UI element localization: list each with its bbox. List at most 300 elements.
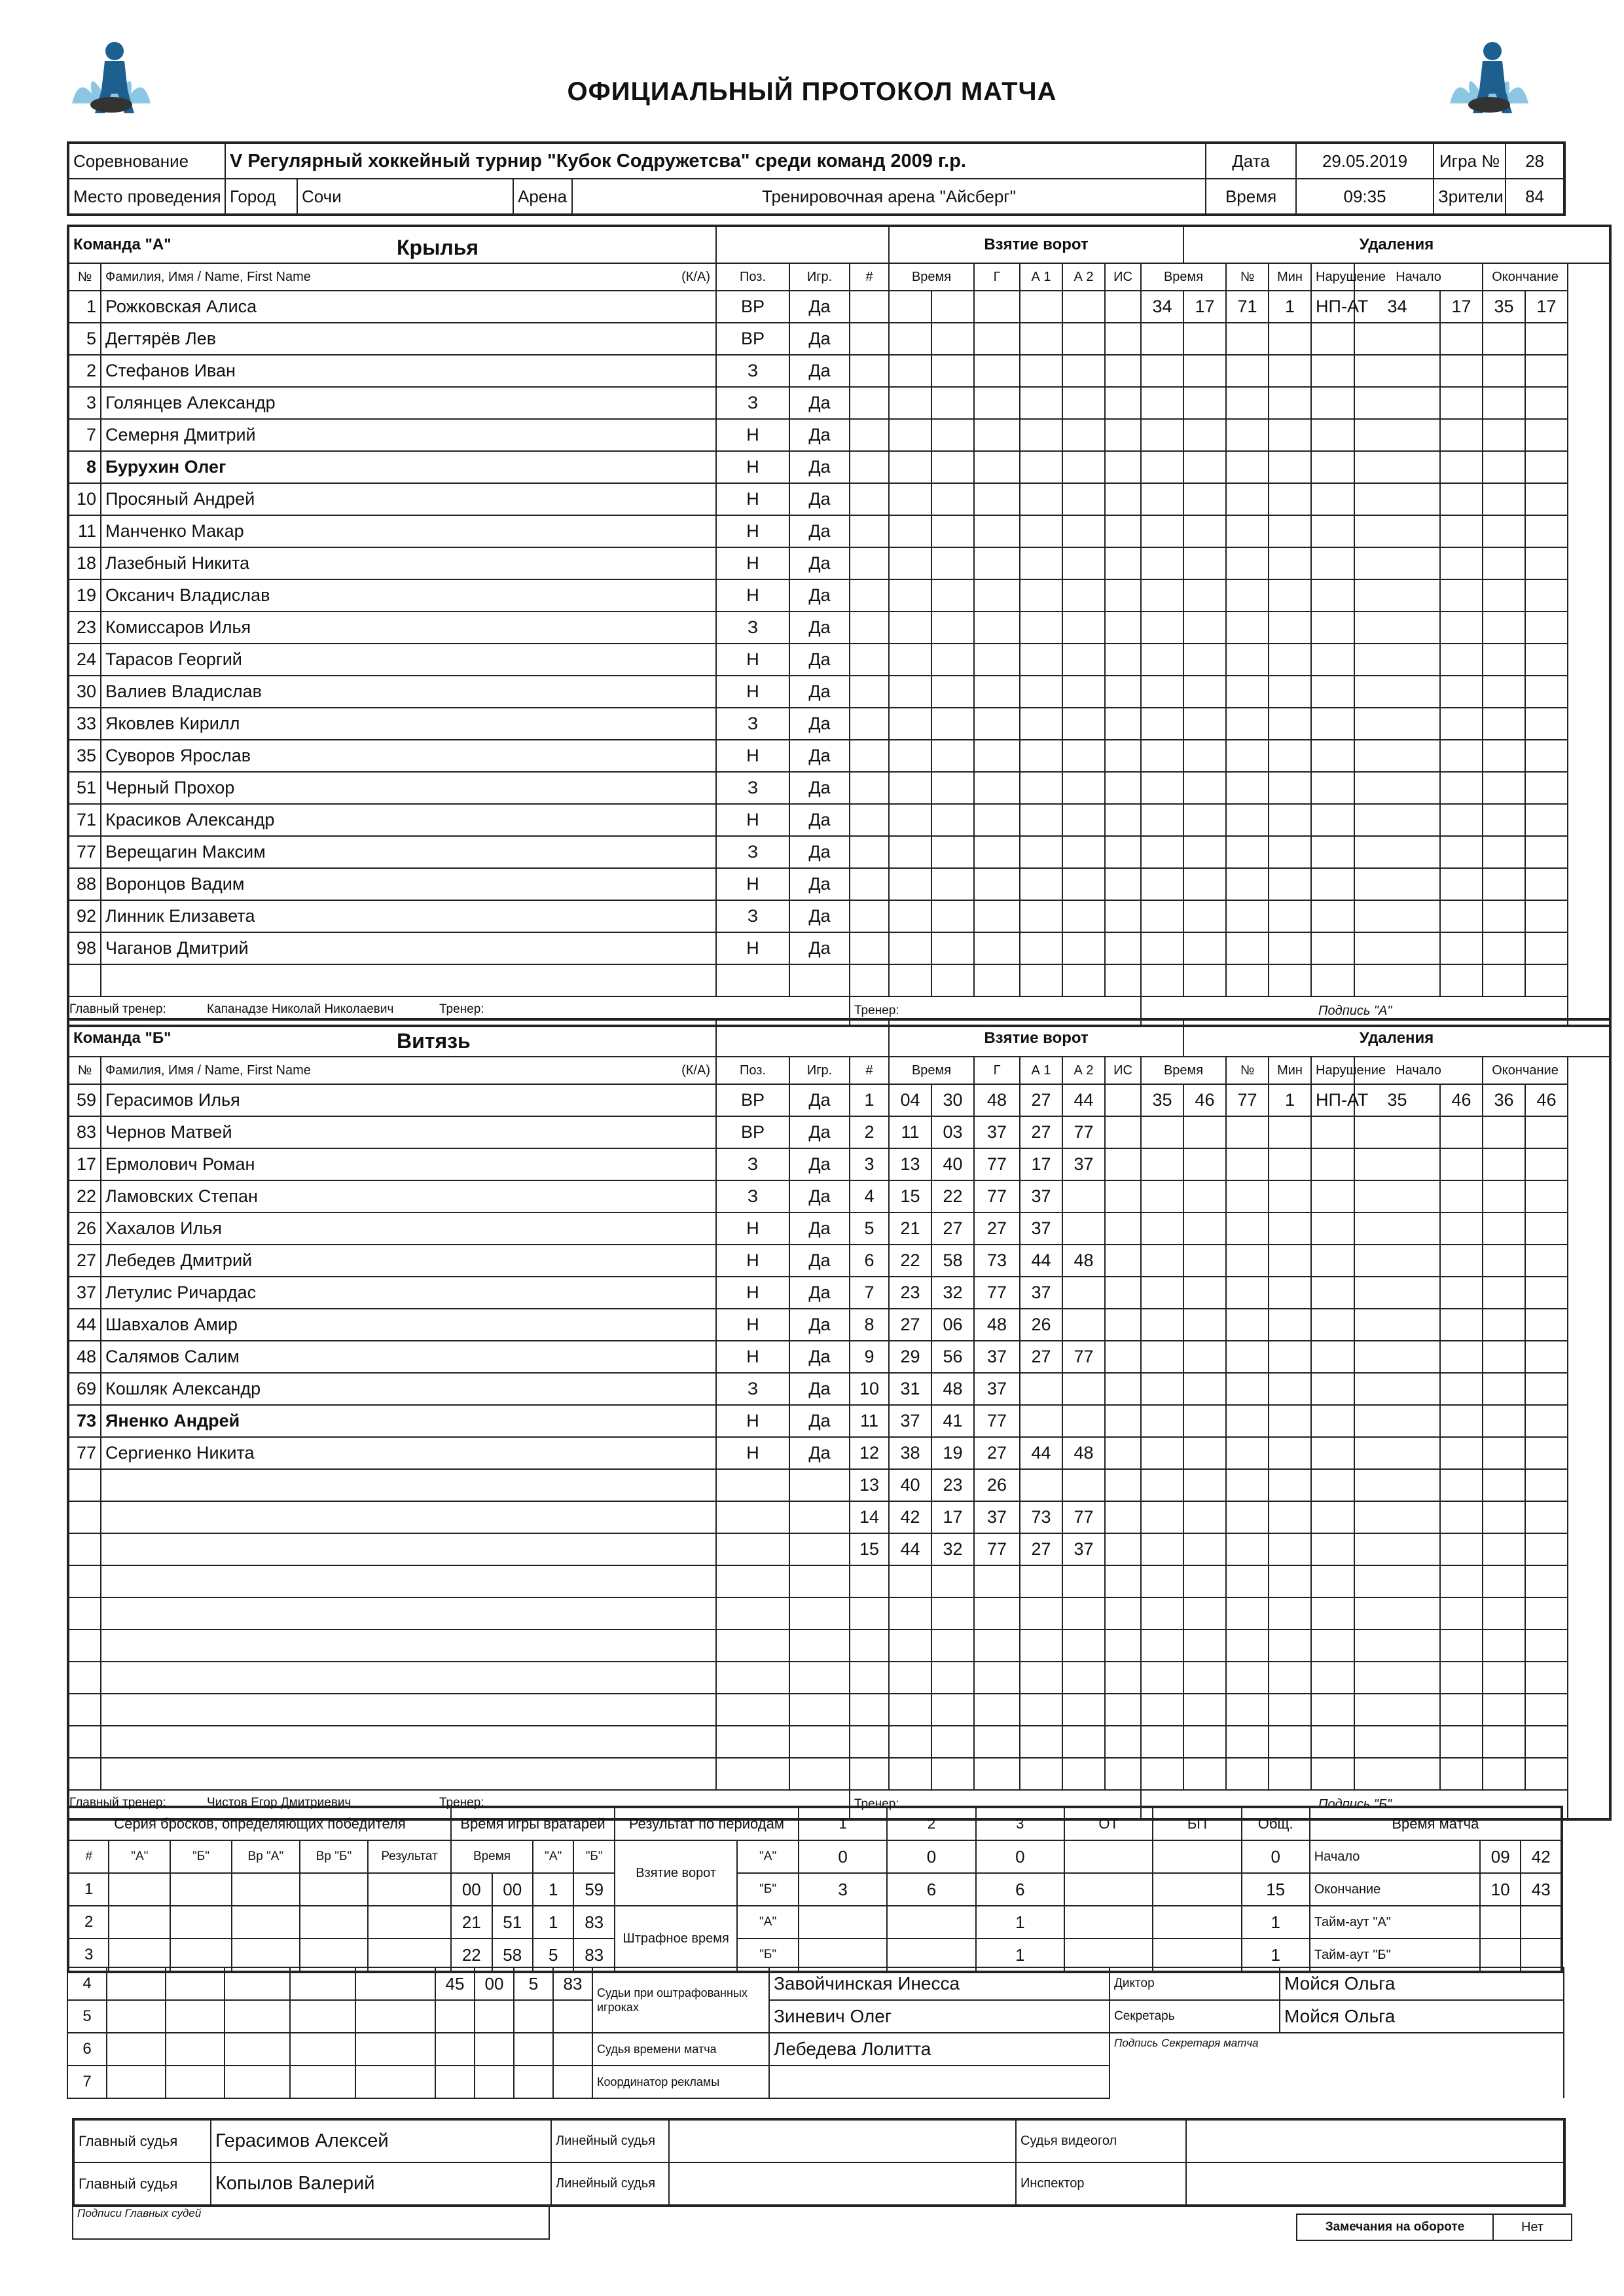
player-number: 26 (68, 1212, 101, 1245)
referee-label: Главный судья (73, 2119, 211, 2162)
goal-scorer: 77 (974, 1533, 1020, 1565)
penalty-end-sec (1525, 355, 1568, 387)
penalty-end-sec (1525, 772, 1568, 804)
goal-assist-2 (1062, 1373, 1105, 1405)
goal-number (850, 868, 889, 900)
player-row (68, 1341, 1610, 1373)
penalty-min (1269, 1212, 1311, 1245)
goal-assist-1 (1020, 323, 1062, 355)
goal-second (931, 740, 974, 772)
shootout-cell (166, 2000, 225, 2033)
goal-is (1105, 932, 1141, 964)
col-assist-2: А 2 (1062, 263, 1105, 291)
penalty-violation (1311, 1437, 1354, 1469)
penalty-end-min (1483, 1726, 1525, 1758)
goal-minute (889, 932, 931, 964)
end-label: Окончание (1310, 1873, 1480, 1906)
player-pos (716, 1533, 789, 1565)
penalty-player (1226, 740, 1269, 772)
blank-cell (716, 226, 889, 263)
goal-second (931, 836, 974, 868)
arena-label: Арена (513, 179, 572, 215)
penalty-start-sec (1440, 355, 1483, 387)
penalty-min (1269, 355, 1311, 387)
penalty-violation (1311, 1662, 1354, 1694)
head-coach-label: Главный тренер: (69, 1002, 166, 1016)
player-played: Да (789, 1309, 850, 1341)
goal-number (850, 515, 889, 547)
penalty-violation (1311, 1501, 1354, 1533)
goal-assist-2 (1062, 708, 1105, 740)
shootout-row-no: 6 (67, 2033, 107, 2066)
penalty-violation (1311, 964, 1354, 996)
goal-second (931, 900, 974, 932)
arena-value: Тренировочная арена "Айсберг" (572, 179, 1206, 215)
shootout-col-header: # (68, 1840, 109, 1873)
penalty-second (1183, 419, 1226, 451)
penalty-minute (1141, 451, 1183, 483)
penalty-start-min (1354, 644, 1440, 676)
penalty-end-sec (1525, 1501, 1568, 1533)
shootout-cell (107, 2000, 166, 2033)
shootout-cell (225, 2066, 290, 2098)
goal-second: 19 (931, 1437, 974, 1469)
penalty-start-sec (1440, 644, 1483, 676)
goal-minute: 22 (889, 1245, 931, 1277)
goal-is (1105, 1469, 1141, 1501)
penalty-min (1269, 1597, 1311, 1630)
goal-scorer (974, 740, 1020, 772)
goal-minute (889, 451, 931, 483)
penalty-end-sec (1525, 1469, 1568, 1501)
penalty-start-min (1354, 1630, 1440, 1662)
penalty-minute (1141, 547, 1183, 579)
player-name: Яковлев Кирилл (101, 708, 716, 740)
player-pos (716, 1597, 789, 1630)
player-pos: З (716, 900, 789, 932)
penalty-second (1183, 644, 1226, 676)
penalty-second (1183, 1341, 1226, 1373)
penalty-player (1226, 868, 1269, 900)
goal-minute (889, 676, 931, 708)
penalty-player (1226, 1309, 1269, 1341)
penalty-min (1269, 1662, 1311, 1694)
penalty-start-min (1354, 323, 1440, 355)
player-pos: Н (716, 483, 789, 515)
penalty-start-min (1354, 836, 1440, 868)
goal-number (850, 772, 889, 804)
referee-1: Герасимов Алексей (211, 2119, 551, 2162)
goal-minute (889, 1662, 931, 1694)
goal-second (931, 483, 974, 515)
player-row (68, 1533, 1610, 1565)
player-number: 59 (68, 1084, 101, 1116)
goal-assist-1 (1020, 1373, 1062, 1405)
penalty-start-sec (1440, 1437, 1483, 1469)
player-number: 77 (68, 836, 101, 868)
penalty-start-min (1354, 483, 1440, 515)
penalty-minute (1141, 1212, 1183, 1245)
penalty-start-sec (1440, 1565, 1483, 1597)
goal-assist-2 (1062, 611, 1105, 644)
player-number: 44 (68, 1309, 101, 1341)
player-row (68, 1758, 1610, 1790)
goal-second: 48 (931, 1373, 974, 1405)
penalty-end-min (1483, 1116, 1525, 1148)
start-hour: 09 (1480, 1840, 1521, 1873)
penalty-start-sec (1440, 1726, 1483, 1758)
spectators-value: 84 (1506, 179, 1564, 215)
penalty-min (1269, 483, 1311, 515)
team-label (68, 226, 716, 263)
shootout-cell (300, 1873, 368, 1906)
penalty-start-min (1354, 579, 1440, 611)
penalty-start-sec (1440, 1148, 1483, 1180)
goal-minute: 13 (889, 1148, 931, 1180)
goal-minute (889, 1758, 931, 1790)
goal-minute (889, 772, 931, 804)
penalty-start-sec (1440, 1597, 1483, 1630)
penalty-min (1269, 964, 1311, 996)
player-name (101, 1758, 716, 1790)
goal-number (850, 900, 889, 932)
penalty-end-min (1483, 1405, 1525, 1437)
penalty-violation (1311, 708, 1354, 740)
penalty-end-sec (1525, 1277, 1568, 1309)
penalty-end-sec (1525, 644, 1568, 676)
player-played: Да (789, 1084, 850, 1116)
player-name: Сергиенко Никита (101, 1437, 716, 1469)
goal-minute (889, 644, 931, 676)
penalty-end-sec (1525, 1373, 1568, 1405)
goal-second (931, 1597, 974, 1630)
goal-number: 2 (850, 1116, 889, 1148)
penalty-second (1183, 451, 1226, 483)
player-played (789, 964, 850, 996)
goal-second: 41 (931, 1405, 974, 1437)
penalty-player (1226, 900, 1269, 932)
penalty-player (1226, 579, 1269, 611)
player-number (68, 1630, 101, 1662)
penalty-start-sec (1440, 1758, 1483, 1790)
penalty-end-min (1483, 387, 1525, 419)
goal-assist-1 (1020, 1469, 1062, 1501)
goal-second: 32 (931, 1277, 974, 1309)
player-row (68, 291, 1610, 323)
goal-assist-2 (1062, 644, 1105, 676)
shootout-row-no: 2 (68, 1906, 109, 1939)
goalie-minute: 45 (435, 1967, 475, 2000)
player-pos: Н (716, 1405, 789, 1437)
pim-a-period: 1 (976, 1906, 1064, 1939)
penalty-start-sec (1440, 900, 1483, 932)
penalty-start-sec (1440, 1116, 1483, 1148)
player-row (68, 323, 1610, 355)
penalty-end-min (1483, 836, 1525, 868)
penalty-end-sec (1525, 708, 1568, 740)
goal-scorer: 48 (974, 1309, 1020, 1341)
player-number: 7 (68, 419, 101, 451)
penalty-end-min (1483, 1373, 1525, 1405)
shootout-row-no: 1 (68, 1873, 109, 1906)
pim-b-period: 1 (1242, 1939, 1310, 1972)
penalty-start-min (1354, 451, 1440, 483)
player-number: 23 (68, 611, 101, 644)
penalty-player (1226, 1148, 1269, 1180)
penalty-end-sec (1525, 323, 1568, 355)
goals-b-period: 15 (1242, 1873, 1310, 1906)
shootout-cell (107, 2033, 166, 2066)
player-number: 27 (68, 1245, 101, 1277)
goal-second (931, 1565, 974, 1597)
penalty-start-sec (1440, 1501, 1483, 1533)
penalty-start-min (1354, 355, 1440, 387)
penalty-second (1183, 1469, 1226, 1501)
goal-assist-2 (1062, 355, 1105, 387)
penalty-start-min (1354, 1277, 1440, 1309)
penalty-second (1183, 547, 1226, 579)
goal-number (850, 932, 889, 964)
goal-number (850, 740, 889, 772)
goalie-a: 5 (514, 1967, 553, 2000)
penalty-minute (1141, 932, 1183, 964)
goal-assist-1 (1020, 1758, 1062, 1790)
penalty-player (1226, 1405, 1269, 1437)
goal-assist-1 (1020, 1565, 1062, 1597)
goal-minute (889, 868, 931, 900)
penalty-end-min (1483, 1533, 1525, 1565)
goal-assist-2 (1062, 451, 1105, 483)
goal-assist-1 (1020, 1662, 1062, 1694)
pim-row-label: Штрафное время (615, 1906, 737, 1972)
goal-second (931, 515, 974, 547)
penalty-minute (1141, 1341, 1183, 1373)
player-row (68, 419, 1610, 451)
penalty-player (1226, 1726, 1269, 1758)
goal-assist-2 (1062, 1694, 1105, 1726)
player-played: Да (789, 772, 850, 804)
team-sign-label: Подпись "Б" (1141, 1790, 1568, 1819)
goal-scorer: 77 (974, 1277, 1020, 1309)
penalty-start-sec (1440, 611, 1483, 644)
goal-assist-2 (1062, 387, 1105, 419)
penalty-second: 17 (1183, 291, 1226, 323)
player-played: Да (789, 483, 850, 515)
penalty-minute (1141, 676, 1183, 708)
period-ot-header: ОТ (1064, 1807, 1153, 1840)
penalty-player (1226, 644, 1269, 676)
coach-label: Тренер: (439, 1796, 484, 1810)
penalty-minute (1141, 708, 1183, 740)
shootout-col-header: Результат (368, 1840, 451, 1873)
goal-assist-2 (1062, 1180, 1105, 1212)
goals-a-period: 0 (799, 1840, 887, 1873)
goalie-minute: 00 (451, 1873, 492, 1906)
penalty-min (1269, 1501, 1311, 1533)
penalty-end-sec (1525, 419, 1568, 451)
goalie-b: 59 (573, 1873, 614, 1906)
goals-title: Взятие ворот (889, 1019, 1183, 1057)
player-pos: З (716, 1180, 789, 1212)
period-total-header: Общ. (1242, 1807, 1310, 1840)
goal-is (1105, 419, 1141, 451)
penalty-end-min (1483, 1469, 1525, 1501)
player-number: 10 (68, 483, 101, 515)
penalty-second (1183, 740, 1226, 772)
timeout-label: Тайм-аут "А" (1310, 1906, 1480, 1939)
penalties-title: Удаления (1183, 226, 1610, 263)
penalty-second (1183, 1212, 1226, 1245)
player-name: Бурухин Олег (101, 451, 716, 483)
player-name (101, 1565, 716, 1597)
penalty-end-min (1483, 611, 1525, 644)
player-name: Линник Елизавета (101, 900, 716, 932)
penalty-end-min (1483, 1597, 1525, 1630)
goal-number: 5 (850, 1212, 889, 1245)
col-pen-no: № (1226, 1057, 1269, 1084)
game-no-value: 28 (1506, 143, 1564, 179)
penalty-second (1183, 1277, 1226, 1309)
goal-minute (889, 355, 931, 387)
penalty-player (1226, 515, 1269, 547)
goalie-cell (435, 2066, 475, 2098)
penalty-end-sec (1525, 1341, 1568, 1373)
col-pen-end: Окончание (1483, 263, 1568, 291)
team-marker: "Б" (737, 1939, 799, 1972)
goalie-cell (475, 2000, 514, 2033)
goalie-second: 58 (492, 1939, 533, 1972)
goal-second: 17 (931, 1501, 974, 1533)
goal-second (931, 579, 974, 611)
shootout-row-no: 4 (67, 1967, 107, 2000)
penalty-end-sec (1525, 868, 1568, 900)
penalty-start-sec (1440, 836, 1483, 868)
player-number: 24 (68, 644, 101, 676)
player-row (68, 1501, 1610, 1533)
goal-is (1105, 323, 1141, 355)
penalty-second (1183, 1726, 1226, 1758)
penalty-end-min (1483, 868, 1525, 900)
penalty-player (1226, 708, 1269, 740)
player-row (68, 1405, 1610, 1437)
goal-is (1105, 1630, 1141, 1662)
goal-scorer: 77 (974, 1148, 1020, 1180)
penalty-start-min (1354, 676, 1440, 708)
penalty-end-sec (1525, 1726, 1568, 1758)
shootout-title: Серия бросков, определяющих победителя (68, 1807, 451, 1840)
timeout-cell (1521, 1906, 1562, 1939)
penalty-min (1269, 740, 1311, 772)
goal-assist-1 (1020, 515, 1062, 547)
player-pos (716, 1469, 789, 1501)
player-played: Да (789, 355, 850, 387)
goal-is (1105, 740, 1141, 772)
penalty-violation (1311, 804, 1354, 836)
penalty-min (1269, 804, 1311, 836)
player-row (68, 1116, 1610, 1148)
penalty-violation (1311, 611, 1354, 644)
city-value: Сочи (297, 179, 513, 215)
penalty-start-min (1354, 1373, 1440, 1405)
penalty-start-sec (1440, 323, 1483, 355)
penalty-violation (1311, 547, 1354, 579)
goalie-cell (514, 2066, 553, 2098)
shootout-cell (166, 2066, 225, 2098)
penalty-minute (1141, 579, 1183, 611)
shootout-cell (225, 2033, 290, 2066)
col-assist-1: А 1 (1020, 263, 1062, 291)
penalty-violation (1311, 323, 1354, 355)
goal-second (931, 1694, 974, 1726)
penalty-start-sec (1440, 451, 1483, 483)
penalty-player (1226, 451, 1269, 483)
penalty-end-min (1483, 676, 1525, 708)
goal-minute (889, 836, 931, 868)
penalty-end-sec (1525, 1565, 1568, 1597)
officials-table (67, 1967, 1564, 2099)
player-played: Да (789, 1116, 850, 1148)
penalty-second (1183, 1180, 1226, 1212)
penalty-violation (1311, 1245, 1354, 1277)
shootout-cell (290, 2033, 355, 2066)
goal-scorer (974, 836, 1020, 868)
announcer-label: Диктор (1110, 1967, 1280, 2000)
penalty-minute: 35 (1141, 1084, 1183, 1116)
penalty-min (1269, 387, 1311, 419)
penalty-end-sec (1525, 1662, 1568, 1694)
goal-second: 06 (931, 1309, 974, 1341)
penalty-second (1183, 579, 1226, 611)
player-pos: З (716, 1373, 789, 1405)
penalty-player (1226, 1245, 1269, 1277)
penalty-second (1183, 1565, 1226, 1597)
penalty-box-label: Судьи при оштрафованных игроках (592, 1967, 769, 2033)
goal-scorer (974, 611, 1020, 644)
player-number: 11 (68, 515, 101, 547)
penalty-start-sec (1440, 547, 1483, 579)
goal-assist-1 (1020, 579, 1062, 611)
secretary-label: Секретарь (1110, 2000, 1280, 2033)
player-played: Да (789, 708, 850, 740)
penalty-minute (1141, 1373, 1183, 1405)
penalty-end-sec (1525, 740, 1568, 772)
goal-assist-2 (1062, 419, 1105, 451)
penalty-end-min (1483, 1245, 1525, 1277)
player-name (101, 1726, 716, 1758)
goal-is (1105, 644, 1141, 676)
penalty-minute (1141, 1405, 1183, 1437)
shootout-cell (355, 2000, 435, 2033)
goal-minute: 27 (889, 1309, 931, 1341)
penalty-violation (1311, 387, 1354, 419)
penalty-end-sec (1525, 1758, 1568, 1790)
goalie-cell (475, 2066, 514, 2098)
goal-assist-2 (1062, 483, 1105, 515)
col-played: Игр. (789, 263, 850, 291)
penalty-minute (1141, 836, 1183, 868)
player-name (101, 1533, 716, 1565)
goals-a-period: 0 (887, 1840, 975, 1873)
penalty-second (1183, 1405, 1226, 1437)
penalty-second (1183, 483, 1226, 515)
goal-minute (889, 900, 931, 932)
goal-second (931, 419, 974, 451)
goal-second (931, 1726, 974, 1758)
col-name (101, 1057, 716, 1084)
goal-is (1105, 1726, 1141, 1758)
team-b-section (67, 1018, 1563, 1821)
penalty-player (1226, 1341, 1269, 1373)
